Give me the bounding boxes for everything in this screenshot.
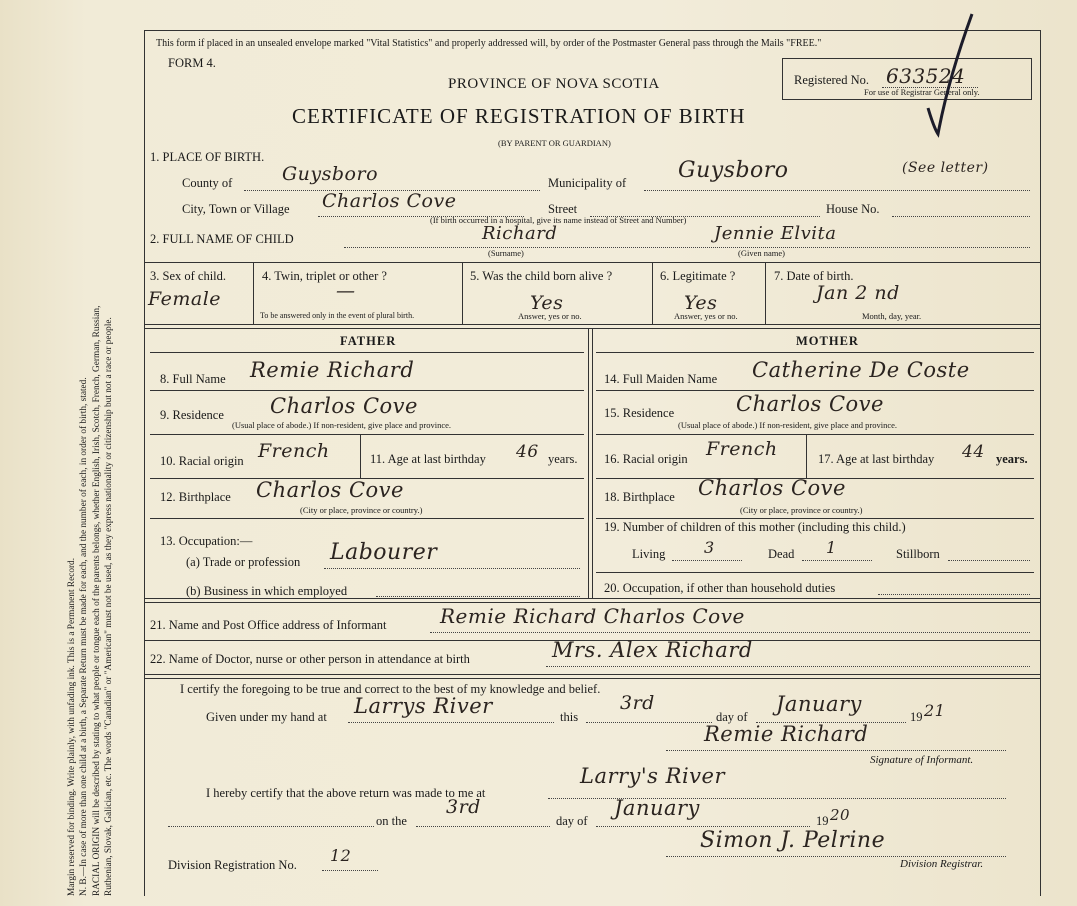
occupation-label: 13. Occupation:— [160,534,253,548]
living-label: Living [632,547,666,561]
father-name: Remie Richard [250,358,415,382]
dead-label: Dead [768,547,795,561]
rule [806,434,807,478]
registrar-on-the-label: on the [376,814,407,828]
trade-value: Labourer [330,540,438,565]
given-year-prefix: 19 [910,710,923,724]
rule [596,518,1034,519]
form-number: FORM 4. [168,56,216,70]
registrar-place: Larry's River [580,764,725,788]
children-label: 19. Number of children of this mother (including this child.) [604,520,906,534]
father-racial: French [258,440,330,462]
sex-value: Female [148,288,222,310]
registrar-signature: Simon J. Pelrine [700,828,886,853]
informant-signature: Remie Richard [704,722,869,746]
rule [150,434,584,435]
certificate-subtitle: (BY PARENT OR GUARDIAN) [498,138,611,148]
father-birthplace: Charlos Cove [256,478,404,502]
father-age-label: 11. Age at last birthday [370,452,486,466]
dead-value: 1 [826,538,837,557]
rule [168,826,374,827]
place-label: 1. PLACE OF BIRTH. [150,150,265,164]
birth-date-value: Jan 2 nd [816,282,900,304]
certify-statement: I certify the foregoing to be true and correct to the best of my knowledge and belief. [180,682,601,696]
registrar-statement: I hereby certify that the above return was made to me at [206,786,486,800]
father-age: 46 [516,442,539,462]
sex-label: 3. Sex of child. [150,269,227,283]
registrar-day: 3rd [446,796,481,818]
registered-number: 633524 [886,64,966,88]
rule [596,390,1034,391]
rule [462,262,463,324]
father-heading: FATHER [340,334,397,348]
sidebar-instructions [66,16,116,896]
this-label: this [560,710,579,724]
mother-years: years. [996,452,1028,466]
father-birthplace-label: 12. Birthplace [160,490,231,504]
province-heading: PROVINCE OF NOVA SCOTIA [448,76,660,92]
registrar-year: 20 [830,806,851,824]
mail-notice: This form if placed in an unsealed envelope marked "Vital Statistics" and properly addressed will, by order of the Postmaster General pass through the Mails "FREE." [156,38,822,49]
mother-birthplace: Charlos Cove [698,476,846,500]
father-racial-label: 10. Racial origin [160,454,244,468]
mother-age-label: 17. Age at last birthday [818,452,935,466]
rule [588,328,589,598]
alive-label: 5. Was the child born alive ? [470,269,613,283]
rule [948,560,1030,561]
rule [348,722,554,723]
mother-name-label: 14. Full Maiden Name [604,372,718,386]
house-label: House No. [826,202,880,216]
mother-residence: Charlos Cove [736,392,884,416]
rule [144,598,1040,603]
living-value: 3 [704,538,715,557]
doctor-label: 22. Name of Doctor, nurse or other person in attendance at birth [150,652,470,666]
right-border [1040,30,1041,896]
rule [416,826,550,827]
father-years: years. [548,452,578,466]
rule [652,262,653,324]
mother-birthplace-note: (City or place, province or country.) [740,505,863,515]
sidebar-line: N. B.—In case of more than one child at a birth, a Separate Return must be made for each, and the number of each, in order of birth, stated. [79,377,90,896]
rule [672,560,742,561]
rule [596,826,810,827]
twin-note: To be answered only in the event of plural birth. [260,311,415,320]
rule [150,352,584,353]
trade-label: (a) Trade or profession [186,555,301,569]
city-label: City, Town or Village [182,202,290,216]
rule [586,722,712,723]
given-year: 21 [924,701,946,720]
rule [892,216,1030,217]
top-border [144,30,1040,31]
rule [344,247,1030,248]
city-value: Charlos Cove [322,190,457,212]
child-surname: Richard [482,223,558,244]
mother-name: Catherine De Coste [752,358,970,382]
rule [150,390,584,391]
rule [878,594,1030,595]
twin-label: 4. Twin, triplet or other ? [262,269,387,283]
rule [596,572,1034,573]
rule [666,856,1006,857]
given-place: Larrys River [354,694,493,718]
father-residence: Charlos Cove [270,394,418,418]
rule [765,262,766,324]
rule [376,596,580,597]
registrar-month: January [614,796,700,820]
rule [253,262,254,324]
sidebar-line: Ruthenian, Slovak, Galician, etc. The words "Canadian" or "American" must not be used, as they express nationality or citizenship but not a race or people. [104,317,115,896]
legitimate-label: 6. Legitimate ? [660,269,736,283]
street-label: Street [548,202,578,216]
alive-value: Yes [530,292,564,314]
checkmark-icon [924,10,976,140]
given-day-of-label: day of [716,710,748,724]
father-residence-label: 9. Residence [160,408,224,422]
rule [324,568,580,569]
mother-residence-note: (Usual place of abode.) If non-resident, give place and province. [678,420,898,430]
mother-birthplace-label: 18. Birthplace [604,490,675,504]
mother-racial: French [706,438,778,460]
rule [596,352,1034,353]
division-label: Division Registration No. [168,858,297,872]
given-label: Given under my hand at [206,710,327,724]
informant-signature-label: Signature of Informant. [870,754,974,766]
given-day: 3rd [620,692,655,714]
left-border [144,30,145,896]
mother-racial-label: 16. Racial origin [604,452,688,466]
certificate-title: CERTIFICATE OF REGISTRATION OF BIRTH [292,104,746,128]
sidebar-line: RACIAL ORIGIN will be described by stating to what people or tongue each of the parents belongs, whether English, Irish, Scotch, French, German, Russian, [91,305,102,896]
twin-value: — [336,280,356,302]
legitimate-value: Yes [684,292,718,314]
rule [596,434,1034,435]
municipality-value: Guysboro [678,158,789,183]
birth-date-note: Month, day, year. [862,311,922,321]
surname-caption: (Surname) [488,248,524,258]
county-value: Guysboro [282,163,379,185]
mother-heading: MOTHER [796,334,859,348]
legitimate-note: Answer, yes or no. [674,311,738,321]
rule [666,750,1006,751]
rule [644,190,1030,191]
rule [802,560,872,561]
registered-label: Registered No. [794,73,869,87]
hospital-note: (If birth occurred in a hospital, give its name instead of Street and Number) [430,215,687,225]
rule [150,518,584,519]
alive-note: Answer, yes or no. [518,311,582,321]
business-label: (b) Business in which employed [186,584,348,598]
margin-note: (See letter) [902,160,989,176]
registrar-note: For use of Registrar General only. [864,87,980,97]
county-label: County of [182,176,233,190]
birth-date-label: 7. Date of birth. [774,269,854,283]
registrar-signature-label: Division Registrar. [900,858,984,870]
rule [322,870,378,871]
sidebar-line: Margin reserved for binding. Write plainly, with unfading ink. This is a Permanent Record. [67,557,77,896]
mother-age: 44 [962,442,985,462]
father-residence-note: (Usual place of abode.) If non-resident, give place and province. [232,420,452,430]
given-month: January [776,692,862,716]
informant-value: Remie Richard Charlos Cove [440,604,745,628]
rule [360,434,361,478]
father-birthplace-note: (City or place, province or country.) [300,505,423,515]
division-number: 12 [330,846,352,865]
rule [144,262,1040,263]
given-caption: (Given name) [738,248,785,258]
rule [144,674,1040,679]
registrar-day-of-label: day of [556,814,588,828]
rule [430,632,1030,633]
child-name-label: 2. FULL NAME OF CHILD [150,232,294,246]
informant-label: 21. Name and Post Office address of Informant [150,618,387,632]
rule [592,328,593,598]
father-name-label: 8. Full Name [160,372,226,386]
municipality-label: Municipality of [548,176,627,190]
rule [546,666,1030,667]
doctor-value: Mrs. Alex Richard [552,638,753,662]
mother-occupation-label: 20. Occupation, if other than household duties [604,581,836,595]
child-given-name: Jennie Elvita [714,223,837,244]
mother-residence-label: 15. Residence [604,406,675,420]
stillborn-label: Stillborn [896,547,940,561]
registrar-year-prefix: 19 [816,814,829,828]
